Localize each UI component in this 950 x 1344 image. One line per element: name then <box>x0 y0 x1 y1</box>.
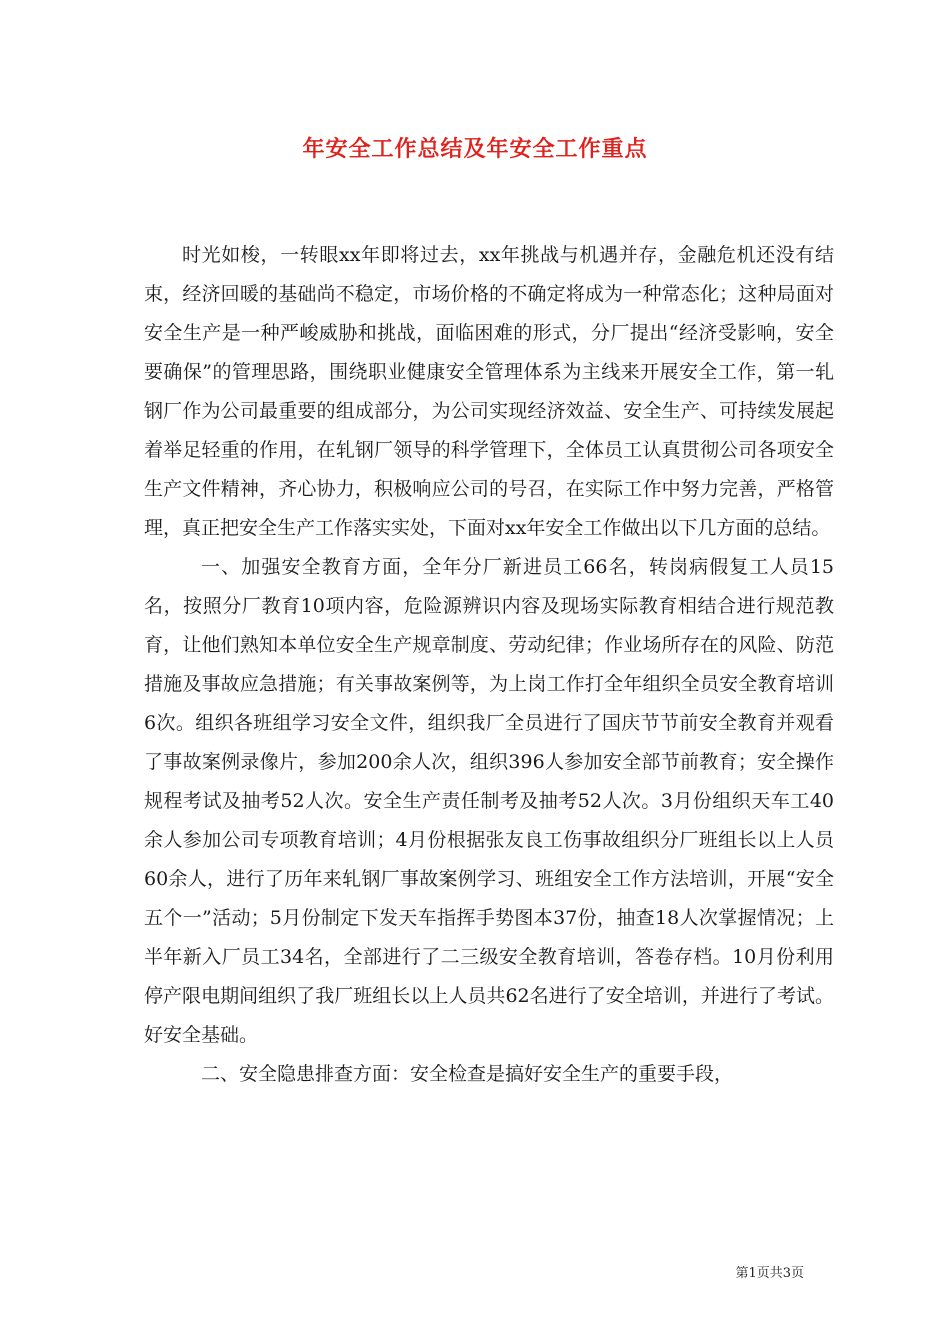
page-number: 第1页共3页 <box>735 1266 804 1281</box>
paragraph-intro: 时光如梭，一转眼xx年即将过去，xx年挑战与机遇并存，金融危机还没有结束，经济回暖的基础尚不稳定，市场价格的不确定将成为一种常态化；这种局面对安全生产是一种严峻威胁和挑战，面临困难的形式，分厂提出“经济受影响，安全要确保”的管理思路，围绕职业健康安全管理体系为主线来开展安全工作，第一轧钢厂作为公司最重要的组成部分，为公司实现经济效益、安全生产、可持续发展起着举足轻重的作用，在轧钢厂领导的科学管理下，全体员工认真贯彻公司各项安全生产文件精神，齐心协力，积极响应公司的号召，在实际工作中努力完善，严格管理，真正把安全生产工作落实实处，下面对xx年安全工作做出以下几方面的总结。 <box>144 244 834 539</box>
paragraph-safety-education: 一、加强安全教育方面，全年分厂新进员工66名，转岗病假复工人员15名，按照分厂教育10项内容，危险源辨识内容及现场实际教育相结合进行规范教育，让他们熟知本单位安全生产规章制度、劳动纪律；作业场所存在的风险、防范措施及事故应急措施；有关事故案例等，为上岗工作打全年组织全员安全教育培训6次。组织各班组学习安全文件，组织我厂全员进行了国庆节节前安全教育并观看了事故案例录像片，参加200余人次，组织396人参加安全部节前教育；安全操作规程考试及抽考52人次。安全生产责任制考及抽考52人次。3月份组织天车工40余人参加公司专项教育培训；4月份根据张友良工伤事故组织分厂班组长以上人员60余人，进行了历年来轧钢厂事故案例学习、班组安全工作方法培训，开展“安全五个一”活动；5月份制定下发天车指挥手势图本37份，抽查18人次掌握情况；上半年新入厂员工34名，全部进行了二三级安全教育培训，答卷存档。10月份利用停产限电期间组织了我厂班组长以上人员共62名进行了安全培训，并进行了考试。好安全基础。 <box>144 556 834 1046</box>
paragraph-hazard-inspection: 二、安全隐患排查方面：安全检查是搞好安全生产的重要手段， <box>201 1063 734 1085</box>
document-title: 年安全工作总结及年安全工作重点 <box>302 136 648 162</box>
document-body <box>144 236 834 1094</box>
